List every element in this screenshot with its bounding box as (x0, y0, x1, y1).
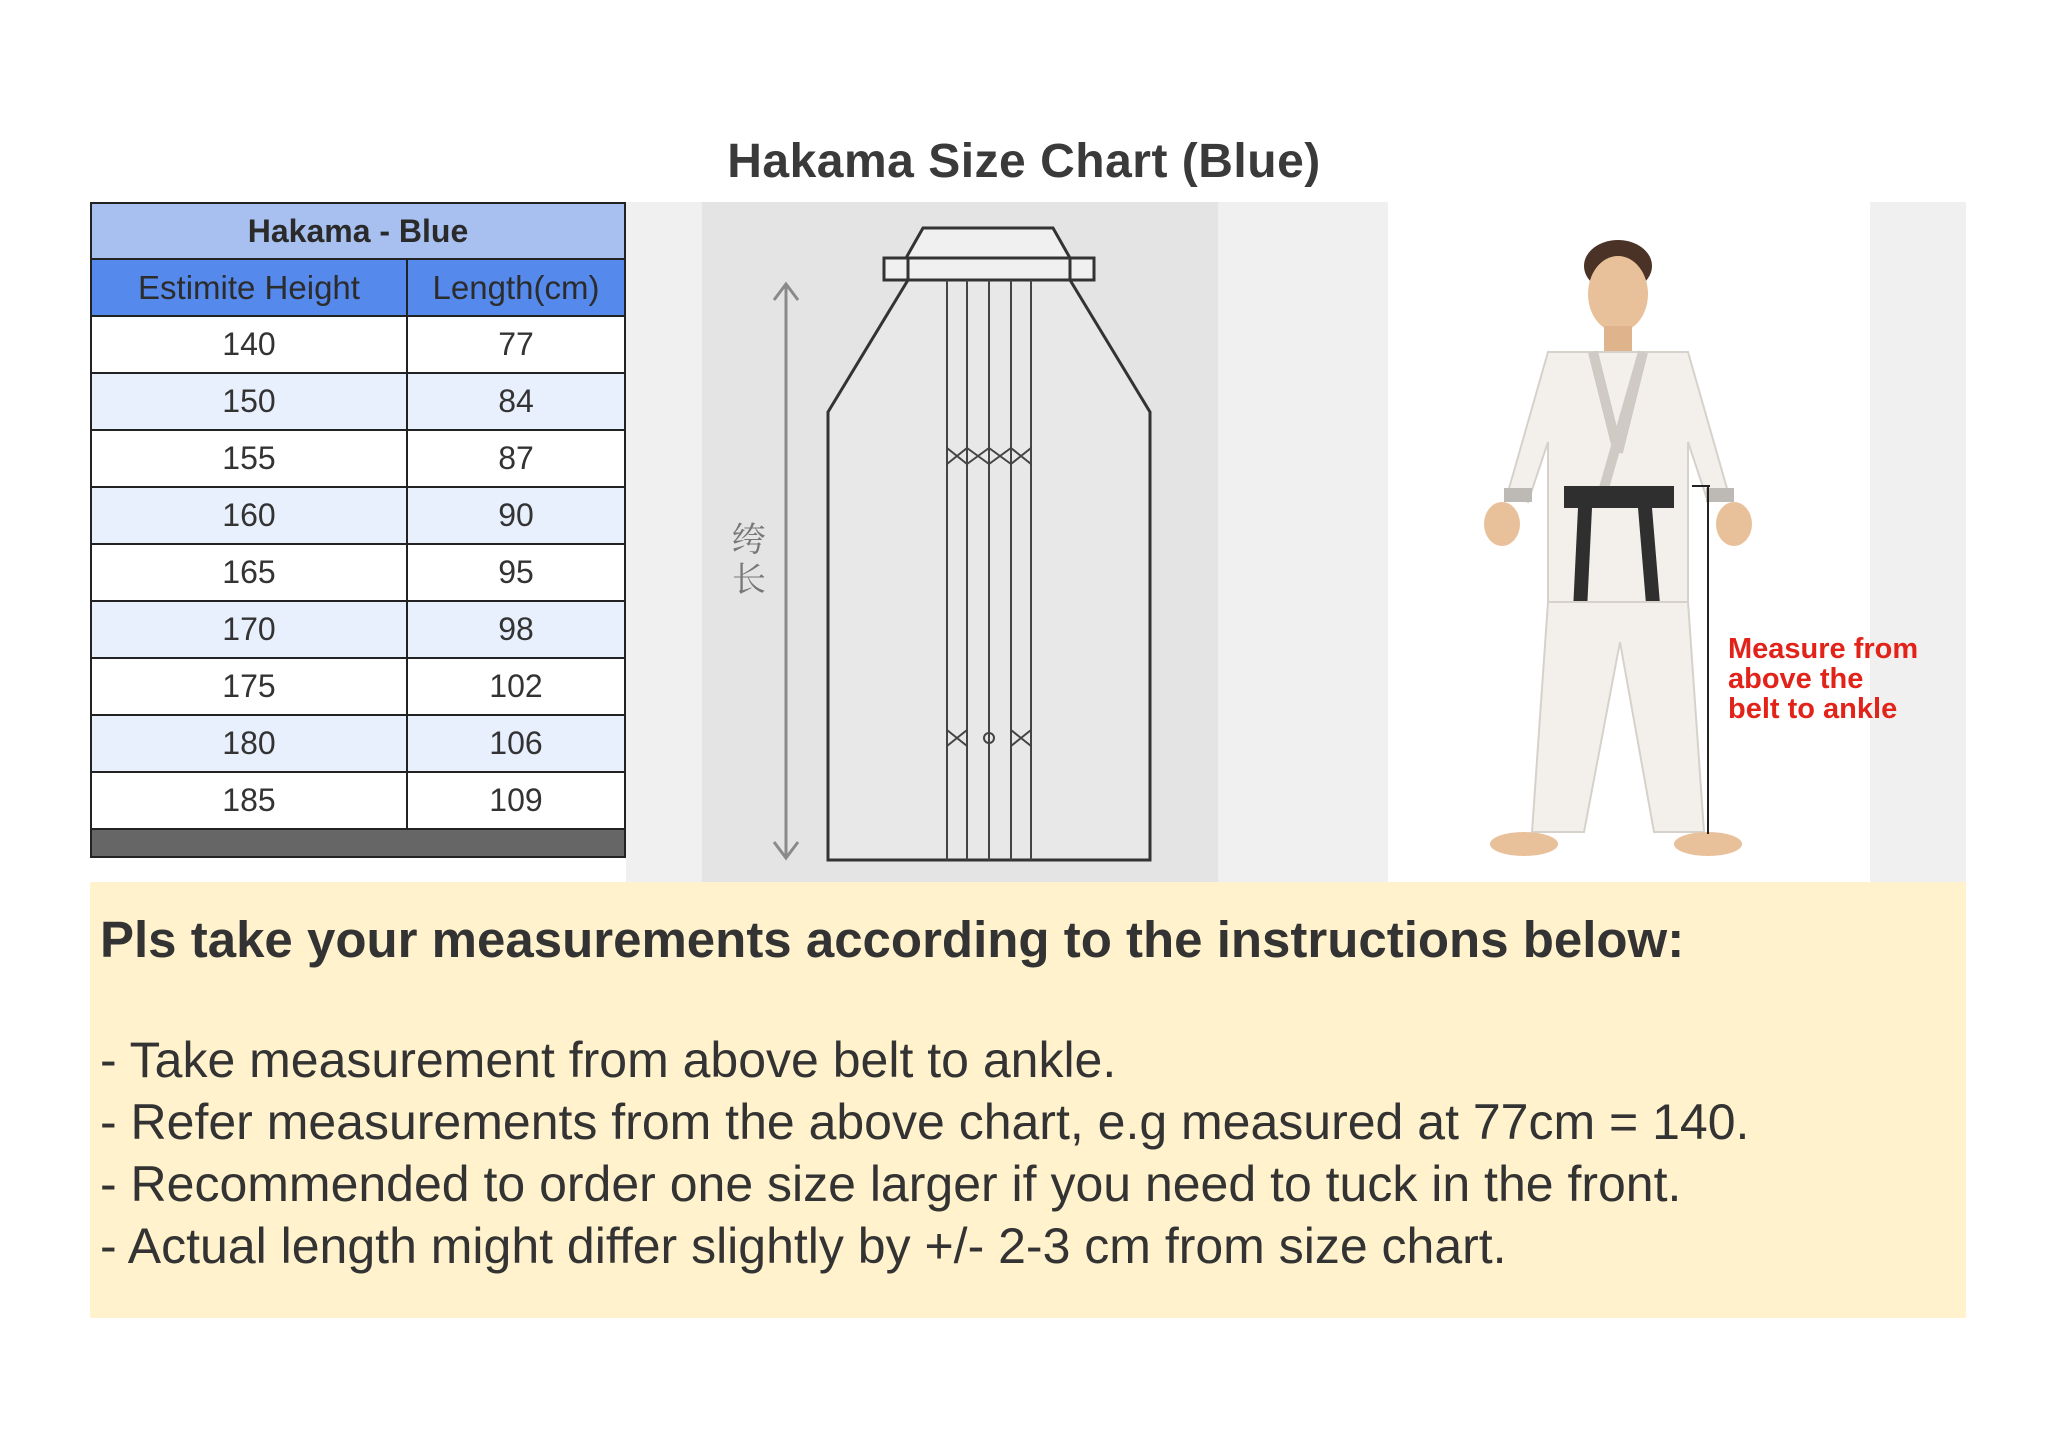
table-row (92, 431, 624, 488)
height-cell: 175 (92, 659, 408, 714)
table-row (92, 716, 624, 773)
height-cell: 160 (92, 488, 408, 543)
page-title: Hakama Size Chart (Blue) (727, 135, 1321, 188)
table-row (92, 602, 624, 659)
length-cell: 95 (498, 554, 534, 590)
instruction-line: - Refer measurements from the above chart, e.g measured at 77cm = 140. (100, 1094, 1750, 1150)
hakama-diagram (702, 202, 1218, 882)
height-cell: 150 (92, 374, 408, 429)
height-cell: 140 (92, 317, 408, 372)
length-cell: 109 (489, 782, 543, 818)
header-height: Estimite Height (92, 260, 408, 315)
measure-note-line: above the (1728, 663, 1864, 695)
instructions-box (90, 882, 1966, 1318)
length-cell: 102 (489, 668, 543, 704)
height-cell: 170 (92, 602, 408, 657)
table-row (92, 317, 624, 374)
height-cell: 180 (92, 716, 408, 771)
length-cell: 98 (498, 611, 534, 647)
height-cell: 155 (92, 431, 408, 486)
instructions-heading: Pls take your measurements according to the instructions below: (100, 911, 1685, 968)
measure-note (1728, 634, 1968, 724)
length-cell: 87 (498, 440, 534, 476)
table-title: Hakama - Blue (92, 204, 624, 260)
length-cell: 77 (498, 326, 534, 362)
measure-note-line: belt to ankle (1728, 693, 1898, 725)
table-row (92, 374, 624, 431)
table-footer-bar (92, 830, 624, 858)
table-row (92, 545, 624, 602)
table-row (92, 659, 624, 716)
table-row (92, 773, 624, 830)
karate-figure (1388, 202, 1870, 882)
height-cell: 165 (92, 545, 408, 600)
instruction-line: - Recommended to order one size larger if you need to tuck in the front. (100, 1156, 1682, 1212)
header-length: Length(cm) (432, 268, 600, 306)
length-cell: 90 (498, 497, 534, 533)
size-table (90, 202, 626, 858)
instruction-line: - Take measurement from above belt to ankle. (100, 1032, 1117, 1088)
length-cell: 106 (489, 725, 543, 761)
hakama-length-label: 绔长 (732, 520, 766, 600)
length-cell: 84 (498, 383, 534, 419)
table-row (92, 488, 624, 545)
height-cell: 185 (92, 773, 408, 828)
measure-note-line: Measure from (1728, 633, 1919, 665)
instruction-line: - Actual length might differ slightly by +/- 2-3 cm from size chart. (100, 1218, 1507, 1274)
table-header-row (92, 260, 624, 317)
